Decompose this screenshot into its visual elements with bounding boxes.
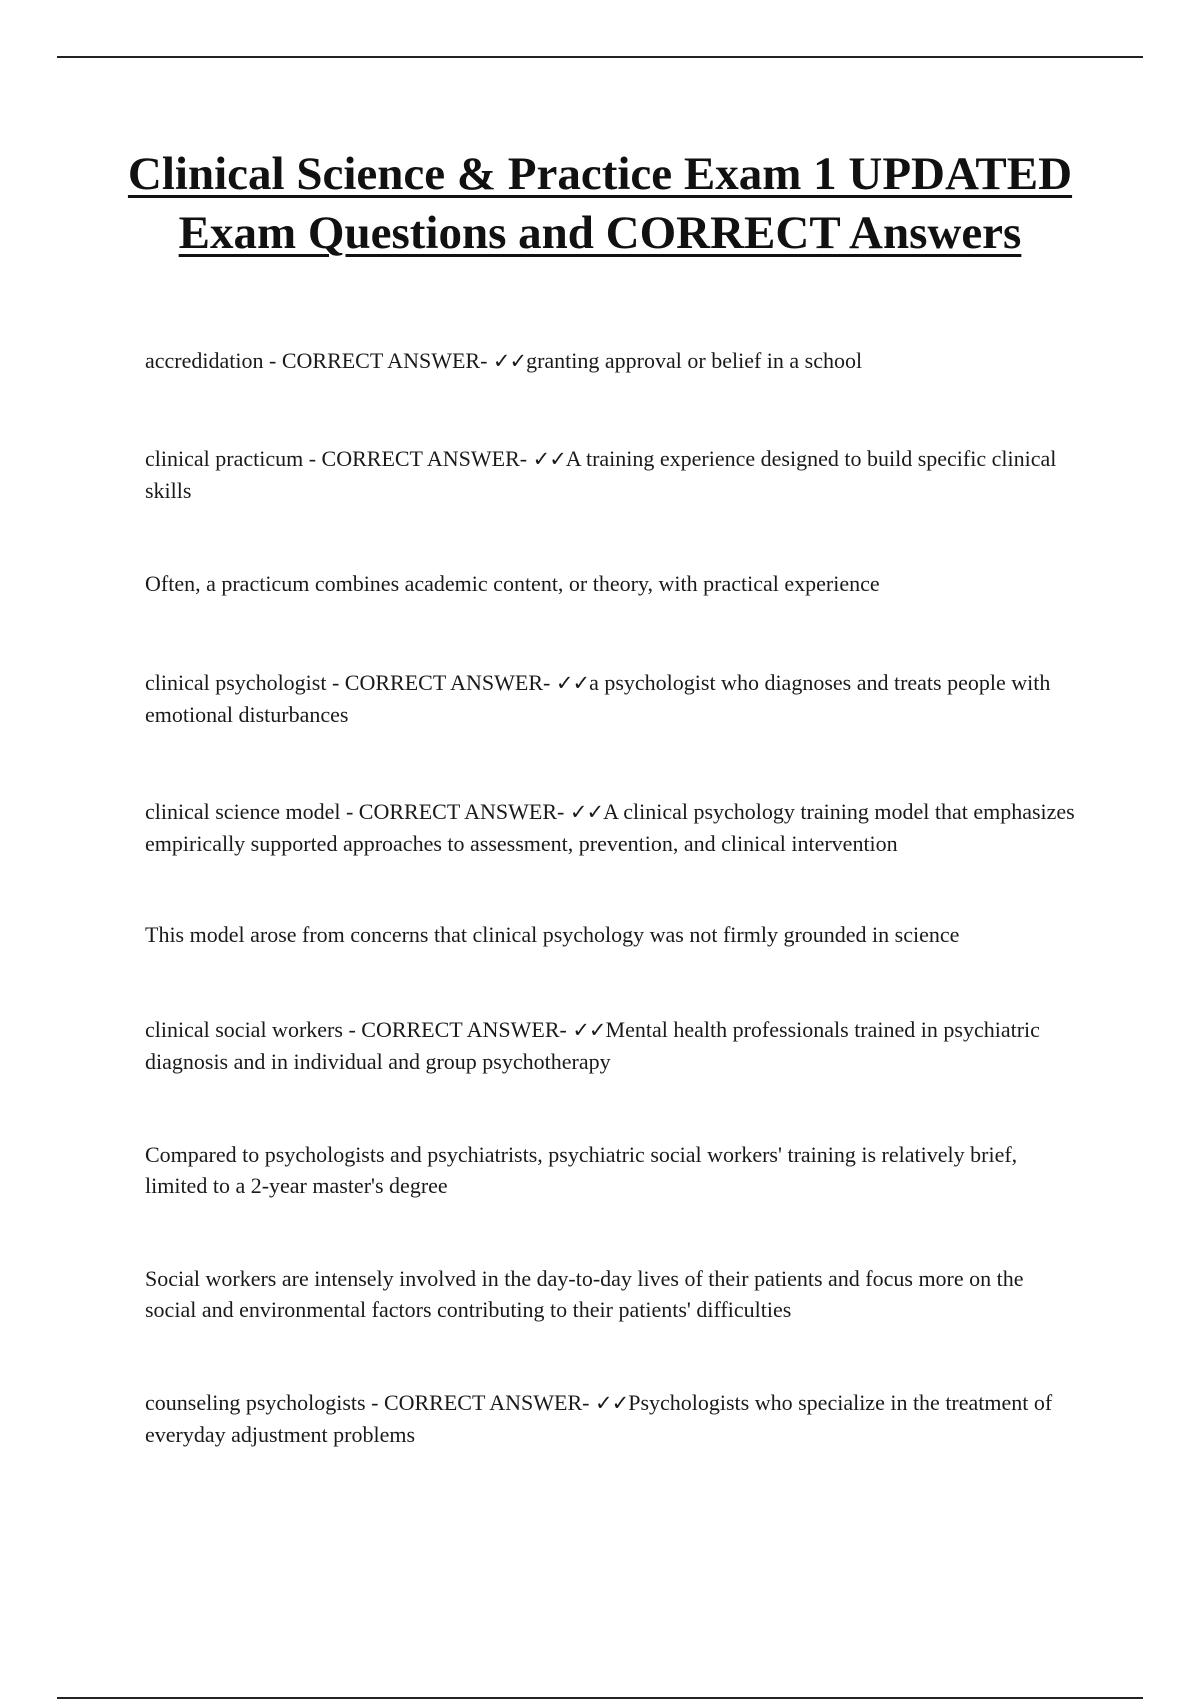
bottom-rule	[57, 1697, 1143, 1699]
answer-marker: CORRECT ANSWER-	[383, 1390, 590, 1415]
top-rule	[57, 56, 1143, 58]
entry-term: clinical psychologist	[145, 670, 327, 695]
answer-marker: CORRECT ANSWER-	[321, 446, 528, 471]
qa-entry: clinical practicum - CORRECT ANSWER- ✓✓A training experience designed to build specific clinical skills	[145, 446, 1057, 503]
entry-term: accredidation	[145, 348, 264, 373]
answer-marker: CORRECT ANSWER-	[344, 670, 551, 695]
entry-term: clinical social workers	[145, 1017, 343, 1042]
entry-definition: A training experience designed to build specific clinical skills	[145, 446, 1057, 503]
entry-note: Social workers are intensely involved in the day-to-day lives of their patients and focus more on the social and environmental factors contributing to their patients' difficulties	[145, 1266, 1024, 1322]
answer-marker: CORRECT ANSWER-	[358, 799, 565, 824]
qa-entry: counseling psychologists - CORRECT ANSWER- ✓✓Psychologists who specialize in the treatment of everyday adjustment problems	[145, 1390, 1053, 1447]
check-marks-icon: ✓✓	[492, 349, 527, 373]
document-body	[145, 345, 1075, 1450]
entry-definition: Psychologists who specialize in the treatment of everyday adjustment problems	[145, 1390, 1053, 1447]
entry-definition: a psychologist who diagnoses and treats people with emotional disturbances	[145, 670, 1051, 727]
document-title: Clinical Science & Practice Exam 1 UPDATED Exam Questions and CORRECT Answers	[127, 148, 1073, 259]
check-marks-icon: ✓✓	[572, 1018, 606, 1042]
answer-marker: CORRECT ANSWER-	[281, 348, 488, 373]
entry-term: clinical science model	[145, 799, 341, 824]
entry-note: Compared to psychologists and psychiatrists, psychiatric social workers' training is relatively brief, limited to a 2-year master's degree	[145, 1142, 1018, 1198]
qa-entry: accredidation - CORRECT ANSWER- ✓✓granting approval or belief in a school	[145, 348, 863, 373]
entry-note: Often, a practicum combines academic content, or theory, with practical experience	[145, 571, 880, 596]
entry-definition: A clinical psychology training model that emphasizes empirically supported approaches to assessment, prevention, and clinical intervention	[145, 799, 1075, 856]
check-marks-icon: ✓✓	[532, 447, 566, 471]
entry-definition: granting approval or belief in a school	[526, 348, 863, 373]
entry-term: counseling psychologists	[145, 1390, 366, 1415]
check-marks-icon: ✓✓	[595, 1391, 629, 1415]
qa-entry: clinical social workers - CORRECT ANSWER- ✓✓Mental health professionals trained in psychiatric diagnosis and in individual and group psychotherapy	[145, 1017, 1040, 1074]
qa-entry: clinical psychologist - CORRECT ANSWER- ✓✓a psychologist who diagnoses and treats people with emotional disturbances	[145, 670, 1051, 727]
answer-marker: CORRECT ANSWER-	[361, 1017, 567, 1042]
check-marks-icon: ✓✓	[569, 800, 604, 824]
entry-term: clinical practicum	[145, 446, 304, 471]
entry-definition: Mental health professionals trained in psychiatric diagnosis and in individual and group psychotherapy	[145, 1017, 1040, 1074]
qa-entry: clinical science model - CORRECT ANSWER- ✓✓A clinical psychology training model that emphasizes empirically supported approaches to assessment, prevention, and clinical intervention	[145, 799, 1075, 856]
entry-note: This model arose from concerns that clinical psychology was not firmly grounded in science	[145, 922, 960, 947]
check-marks-icon: ✓✓	[555, 671, 590, 695]
